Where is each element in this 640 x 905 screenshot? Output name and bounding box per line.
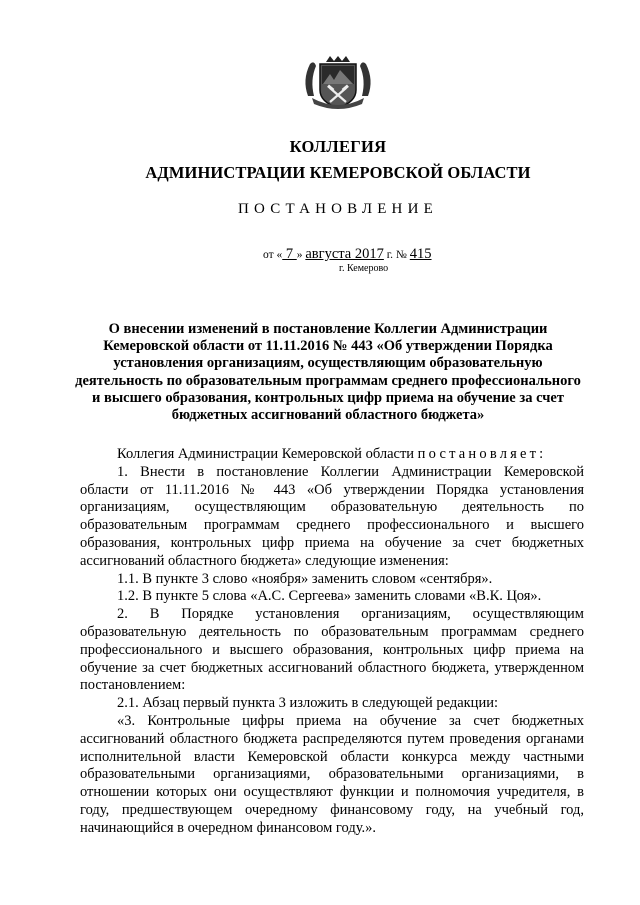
paragraph-2-1: 2.1. Абзац первый пункта 3 изложить в следующей редакции: xyxy=(117,695,498,712)
city-name: г. Кемерово xyxy=(339,263,389,274)
collegium-heading: КОЛЛЕГИЯ xyxy=(289,137,387,156)
date-month-year: августа 2017 xyxy=(305,246,384,262)
intro-keyword: постановляет: xyxy=(417,446,547,462)
resolution-body xyxy=(80,446,584,838)
paragraph-3-quote: «3. Контрольные цифры приема на обучение за счет бюджетных ассигнований областного бюджета распределяются путем проведения органами исполнительной власти Кемеровской области конкурса между частными образовательными организациями, образовательными организациями, в отношении которых они осуществляют функции и полномочия учредителя, в году, предшествующем очередному финансовому году, на учебный год, начинающийся в очередном финансовом году.». xyxy=(80,712,584,836)
document-number: 415 xyxy=(409,246,432,262)
paragraph-2: 2. В Порядке установления организациям, осуществляющим образовательную деятельность по образовательным программам среднего профессионального и высшего образования, контрольных цифр приема на обучение за счет бюджетных ассигнований областного бюджета, утвержденном постановлением: xyxy=(80,606,584,694)
paragraph-1-1: 1.1. В пункте 3 слово «ноября» заменить словом «сентября». xyxy=(117,570,493,587)
coat-of-arms-emblem xyxy=(300,56,376,110)
date-number-line xyxy=(263,246,432,263)
date-prefix: от « xyxy=(263,249,283,261)
resolution-subject: О внесении изменений в постановление Коллегии Администрации Кемеровской области от 11.11.2016 № 443 «Об утверждении Порядка установления организациям, осуществляющим образовательную деятельность по образовательным программам среднего профессионального и высшего образования, контрольных цифр приема на обучение за счет бюджетных ассигнований областного бюджета» xyxy=(75,321,581,424)
paragraph-1-2: 1.2. В пункте 5 слова «А.С. Сергеева» заменить словами «В.К. Цоя». xyxy=(117,588,542,605)
paragraph-1: 1. Внести в постановление Коллегии Администрации Кемеровской области от 11.11.2016 № 443 «Об утверждении Порядка установления организациям, осуществляющим образовательную деятельность по образовательным программам среднего профессионального и высшего образования, контрольных цифр приема на обучение за счет бюджетных ассигнований областного бюджета» следующие изменения: xyxy=(80,463,584,569)
intro-text: Коллегия Администрации Кемеровской области xyxy=(117,446,418,462)
document-type-heading: ПОСТАНОВЛЕНИЕ xyxy=(238,201,438,217)
intro-paragraph xyxy=(80,446,584,464)
date-year-suffix: г. № xyxy=(383,249,410,261)
date-day: 7 xyxy=(282,246,297,262)
date-mid: » xyxy=(296,249,306,261)
administration-heading: АДМИНИСТРАЦИИ КЕМЕРОВСКОЙ ОБЛАСТИ xyxy=(145,163,531,182)
